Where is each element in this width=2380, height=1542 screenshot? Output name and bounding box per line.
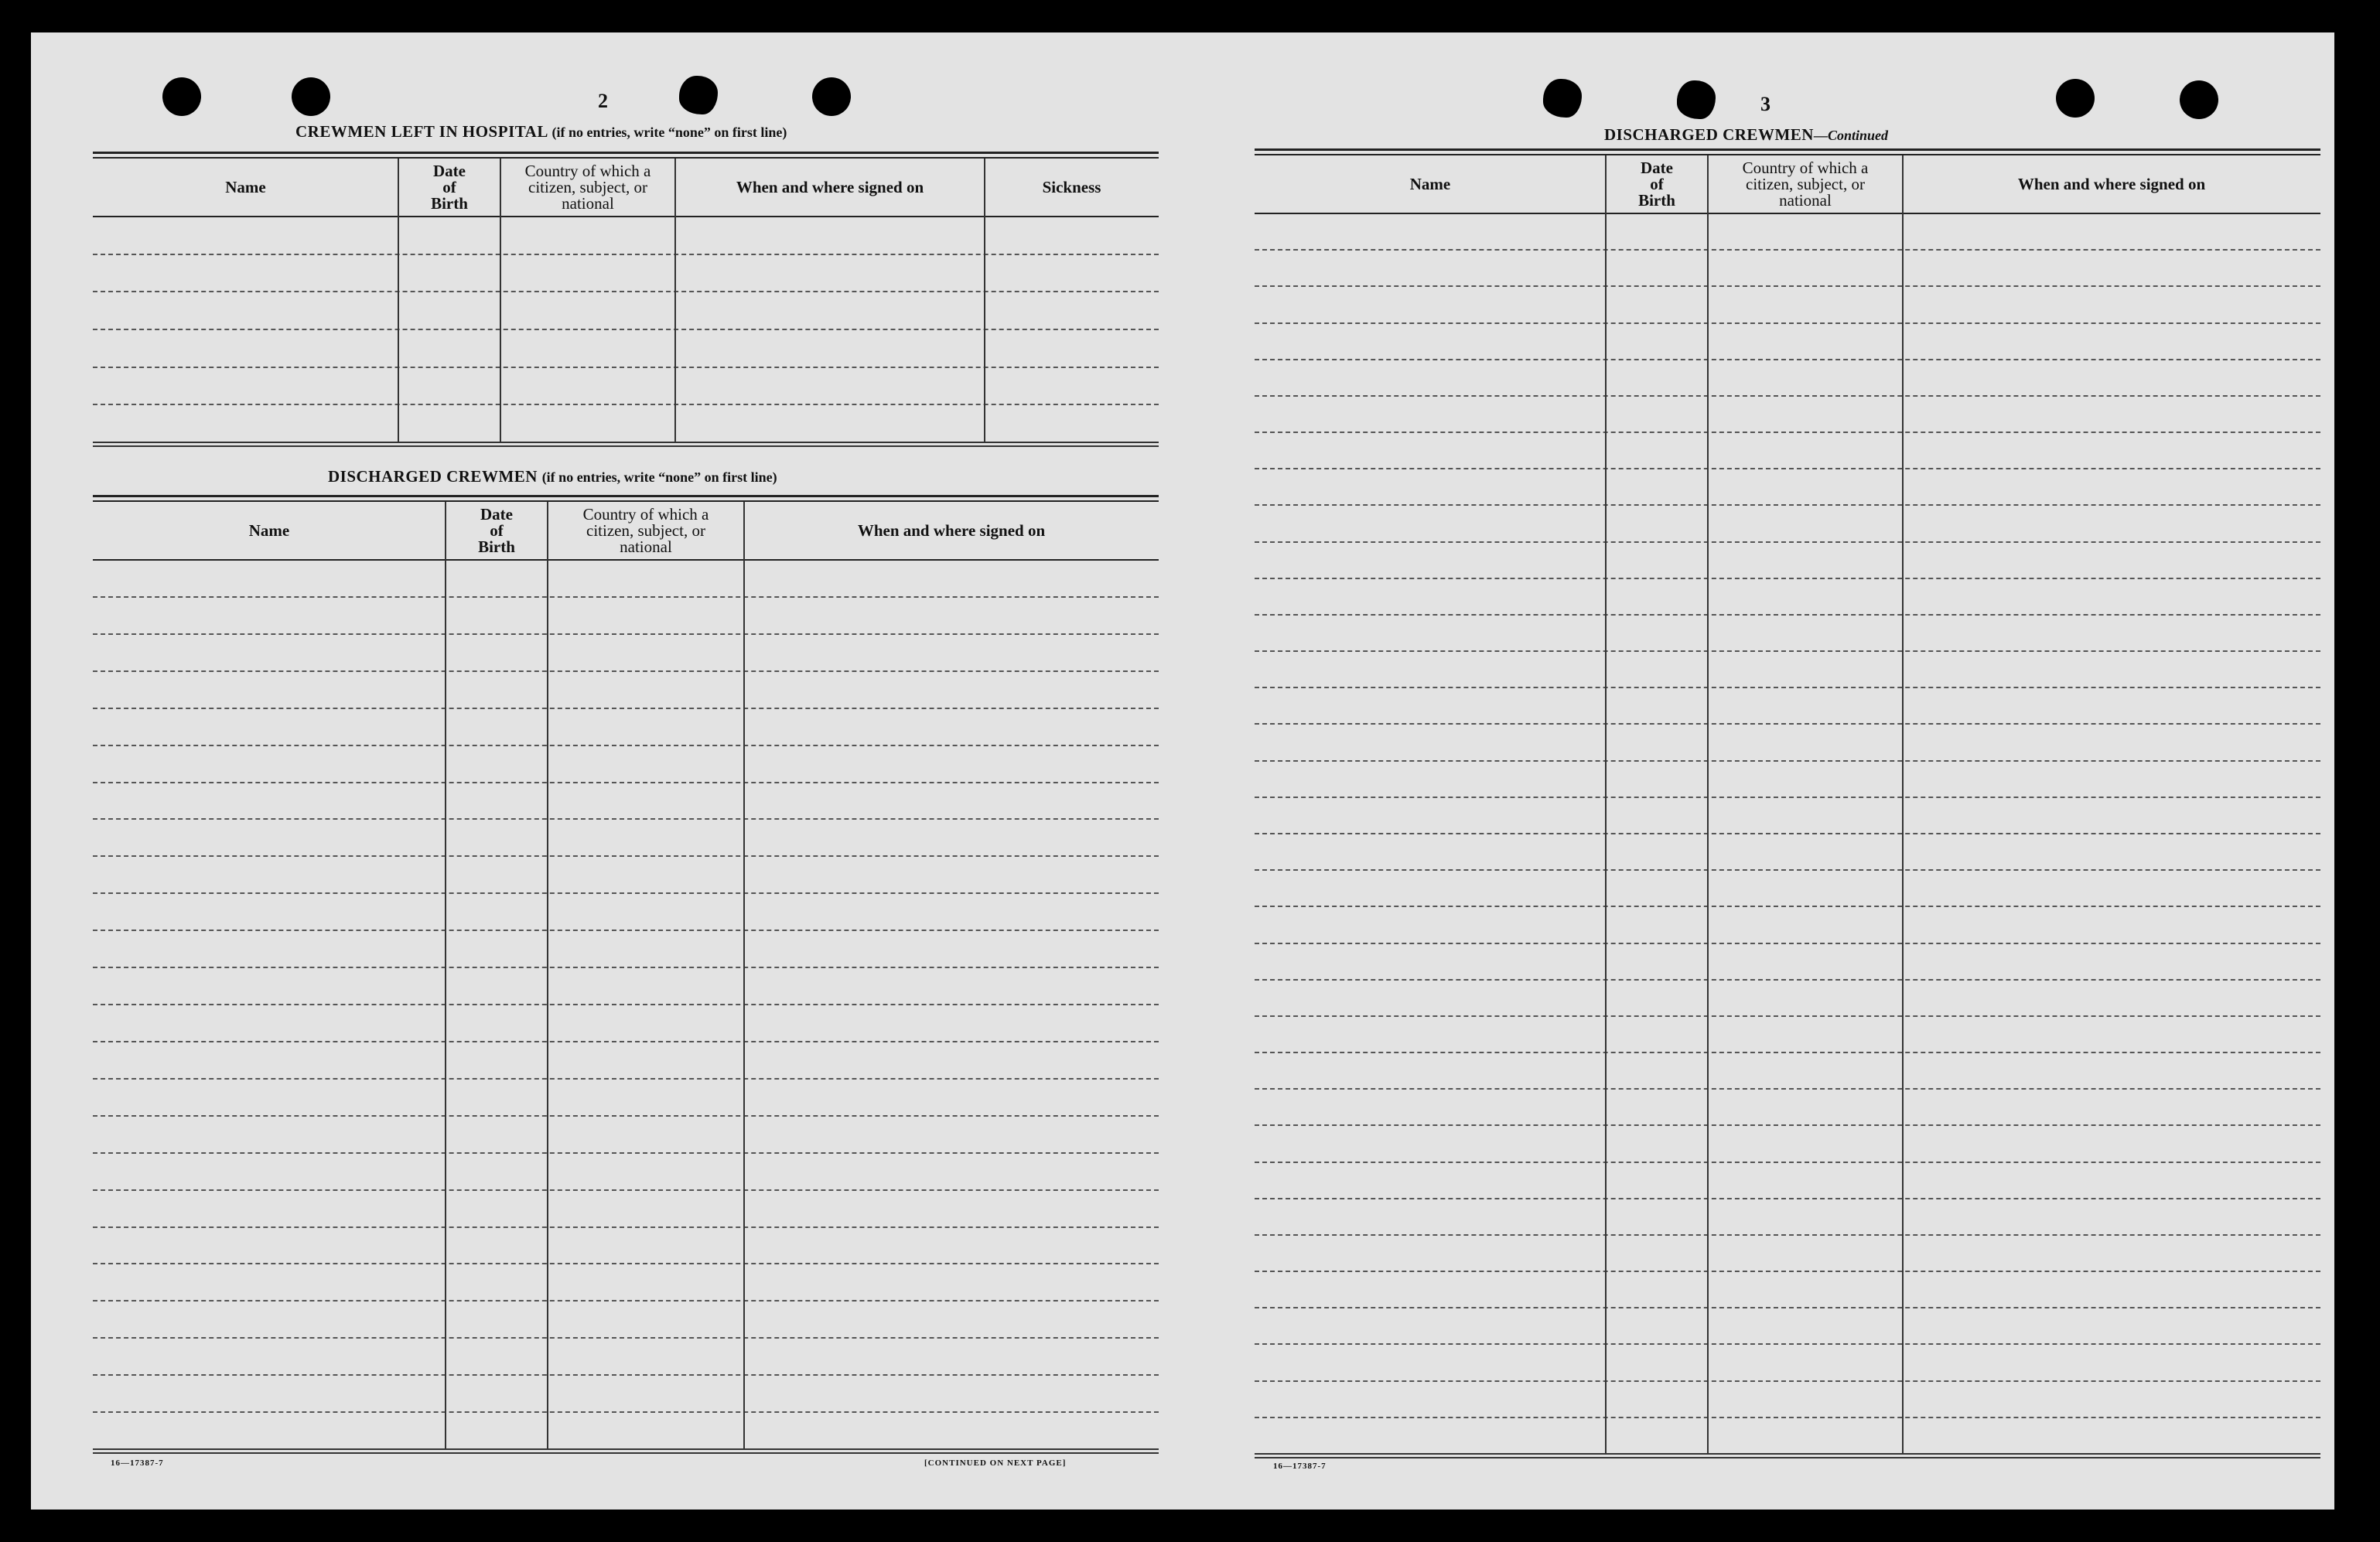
entry-line bbox=[1255, 249, 2320, 251]
punch-hole-icon bbox=[1677, 80, 1716, 119]
form-sheet bbox=[31, 32, 2334, 1510]
table-bottom-rule bbox=[93, 1448, 1159, 1454]
discharged-table bbox=[93, 495, 1159, 1454]
punch-hole-icon bbox=[162, 77, 201, 116]
column-divider bbox=[674, 159, 676, 442]
entry-line bbox=[93, 892, 1159, 894]
entry-line bbox=[93, 1041, 1159, 1042]
entry-line bbox=[93, 1374, 1159, 1376]
punch-hole-icon bbox=[292, 77, 330, 116]
entry-line bbox=[1255, 1343, 2320, 1345]
punch-hole-icon bbox=[1543, 79, 1582, 118]
entry-line bbox=[1255, 979, 2320, 981]
entry-line bbox=[1255, 1015, 2320, 1017]
punch-hole-icon bbox=[812, 77, 851, 116]
header-rule bbox=[93, 216, 1159, 217]
column-divider bbox=[547, 502, 548, 1448]
page-number: 2 bbox=[598, 90, 608, 112]
column-header: Country of which a citizen, subject, or national bbox=[524, 161, 651, 213]
entry-line bbox=[93, 1189, 1159, 1191]
header-rule bbox=[93, 559, 1159, 561]
table-top-rule bbox=[93, 495, 1159, 502]
column-divider bbox=[743, 502, 745, 1448]
column-header: Country of which a citizen, subject, or national bbox=[1742, 158, 1869, 210]
entry-line bbox=[93, 1226, 1159, 1228]
column-divider bbox=[1902, 155, 1904, 1453]
entry-line bbox=[93, 404, 1159, 405]
section-title-text: DISCHARGED CREWMEN bbox=[328, 467, 538, 486]
continued-label: —Continued bbox=[1813, 128, 1888, 143]
entry-line bbox=[93, 367, 1159, 368]
section-title-text: CREWMEN LEFT IN HOSPITAL bbox=[295, 122, 548, 141]
entry-line bbox=[93, 596, 1159, 598]
entry-line bbox=[1255, 650, 2320, 652]
entry-line bbox=[93, 1300, 1159, 1301]
entry-line bbox=[1255, 468, 2320, 469]
column-header: Date of Birth bbox=[1638, 158, 1675, 210]
discharged-continued-table bbox=[1255, 148, 2320, 1458]
column-divider bbox=[445, 502, 446, 1448]
table-top-rule bbox=[1255, 148, 2320, 155]
hospital-section-title bbox=[295, 122, 787, 142]
entry-line bbox=[93, 1337, 1159, 1339]
discharged-section-title bbox=[328, 467, 777, 486]
entry-line bbox=[93, 782, 1159, 783]
entry-line bbox=[1255, 906, 2320, 907]
entry-line bbox=[93, 745, 1159, 746]
entry-line bbox=[1255, 285, 2320, 287]
punch-hole-icon bbox=[679, 76, 718, 114]
entry-line bbox=[1255, 869, 2320, 871]
column-header: Name bbox=[248, 520, 290, 540]
column-divider bbox=[984, 159, 985, 442]
entry-line bbox=[1255, 1380, 2320, 1382]
section-note: (if no entries, write “none” on first line) bbox=[551, 125, 787, 140]
entry-line bbox=[1255, 1271, 2320, 1272]
column-header: Date of Birth bbox=[478, 504, 515, 556]
entry-line bbox=[1255, 504, 2320, 506]
table-top-rule bbox=[93, 152, 1159, 159]
header-rule bbox=[1255, 213, 2320, 214]
continued-note: [CONTINUED ON NEXT PAGE] bbox=[924, 1458, 1067, 1468]
discharged-continued-title bbox=[1604, 125, 1888, 145]
entry-line bbox=[1255, 578, 2320, 579]
entry-line bbox=[93, 1152, 1159, 1154]
entry-line bbox=[93, 633, 1159, 635]
column-divider bbox=[1707, 155, 1709, 1453]
punch-hole-icon bbox=[2056, 79, 2095, 118]
section-title-text: DISCHARGED CREWMEN bbox=[1604, 125, 1814, 144]
entry-line bbox=[93, 708, 1159, 709]
column-header: Name bbox=[225, 177, 266, 196]
entry-line bbox=[1255, 943, 2320, 944]
form-number: 16—17387-7 bbox=[1273, 1462, 1327, 1471]
entry-line bbox=[1255, 833, 2320, 834]
column-header: When and where signed on bbox=[2017, 174, 2206, 193]
hospital-table bbox=[93, 152, 1159, 447]
entry-line bbox=[93, 1078, 1159, 1080]
entry-line bbox=[1255, 687, 2320, 688]
entry-line bbox=[93, 329, 1159, 330]
table-bottom-rule bbox=[93, 442, 1159, 447]
entry-line bbox=[1255, 432, 2320, 433]
entry-line bbox=[93, 1411, 1159, 1413]
section-note: (if no entries, write “none” on first line) bbox=[541, 469, 777, 485]
entry-line bbox=[1255, 1088, 2320, 1090]
entry-line bbox=[93, 930, 1159, 931]
entry-line bbox=[1255, 1198, 2320, 1199]
punch-hole-icon bbox=[2180, 80, 2218, 119]
entry-line bbox=[1255, 614, 2320, 616]
entry-line bbox=[93, 670, 1159, 672]
entry-line bbox=[93, 1004, 1159, 1005]
column-header: Name bbox=[1409, 174, 1451, 193]
entry-line bbox=[93, 818, 1159, 820]
entry-line bbox=[1255, 760, 2320, 762]
entry-line bbox=[1255, 359, 2320, 360]
entry-line bbox=[93, 291, 1159, 292]
column-header: When and where signed on bbox=[736, 177, 924, 196]
page-number: 3 bbox=[1760, 93, 1770, 115]
entry-line bbox=[93, 855, 1159, 857]
entry-line bbox=[1255, 797, 2320, 798]
entry-line bbox=[1255, 322, 2320, 324]
entry-line bbox=[1255, 1052, 2320, 1053]
entry-line bbox=[1255, 1234, 2320, 1236]
table-bottom-rule bbox=[1255, 1453, 2320, 1458]
entry-line bbox=[93, 967, 1159, 968]
entry-line bbox=[1255, 395, 2320, 397]
entry-line bbox=[1255, 1124, 2320, 1126]
entry-line bbox=[1255, 1162, 2320, 1163]
column-divider bbox=[1605, 155, 1607, 1453]
column-divider bbox=[398, 159, 399, 442]
entry-line bbox=[1255, 1307, 2320, 1308]
entry-line bbox=[93, 254, 1159, 255]
entry-line bbox=[1255, 723, 2320, 725]
column-header: Country of which a citizen, subject, or national bbox=[582, 504, 709, 556]
form-number: 16—17387-7 bbox=[111, 1458, 164, 1468]
entry-line bbox=[1255, 541, 2320, 543]
column-header: Sickness bbox=[1042, 177, 1101, 196]
column-header: Date of Birth bbox=[431, 161, 468, 213]
column-header: When and where signed on bbox=[857, 520, 1046, 540]
entry-line bbox=[1255, 1417, 2320, 1418]
column-divider bbox=[500, 159, 501, 442]
entry-line bbox=[93, 1115, 1159, 1117]
entry-line bbox=[93, 1263, 1159, 1264]
